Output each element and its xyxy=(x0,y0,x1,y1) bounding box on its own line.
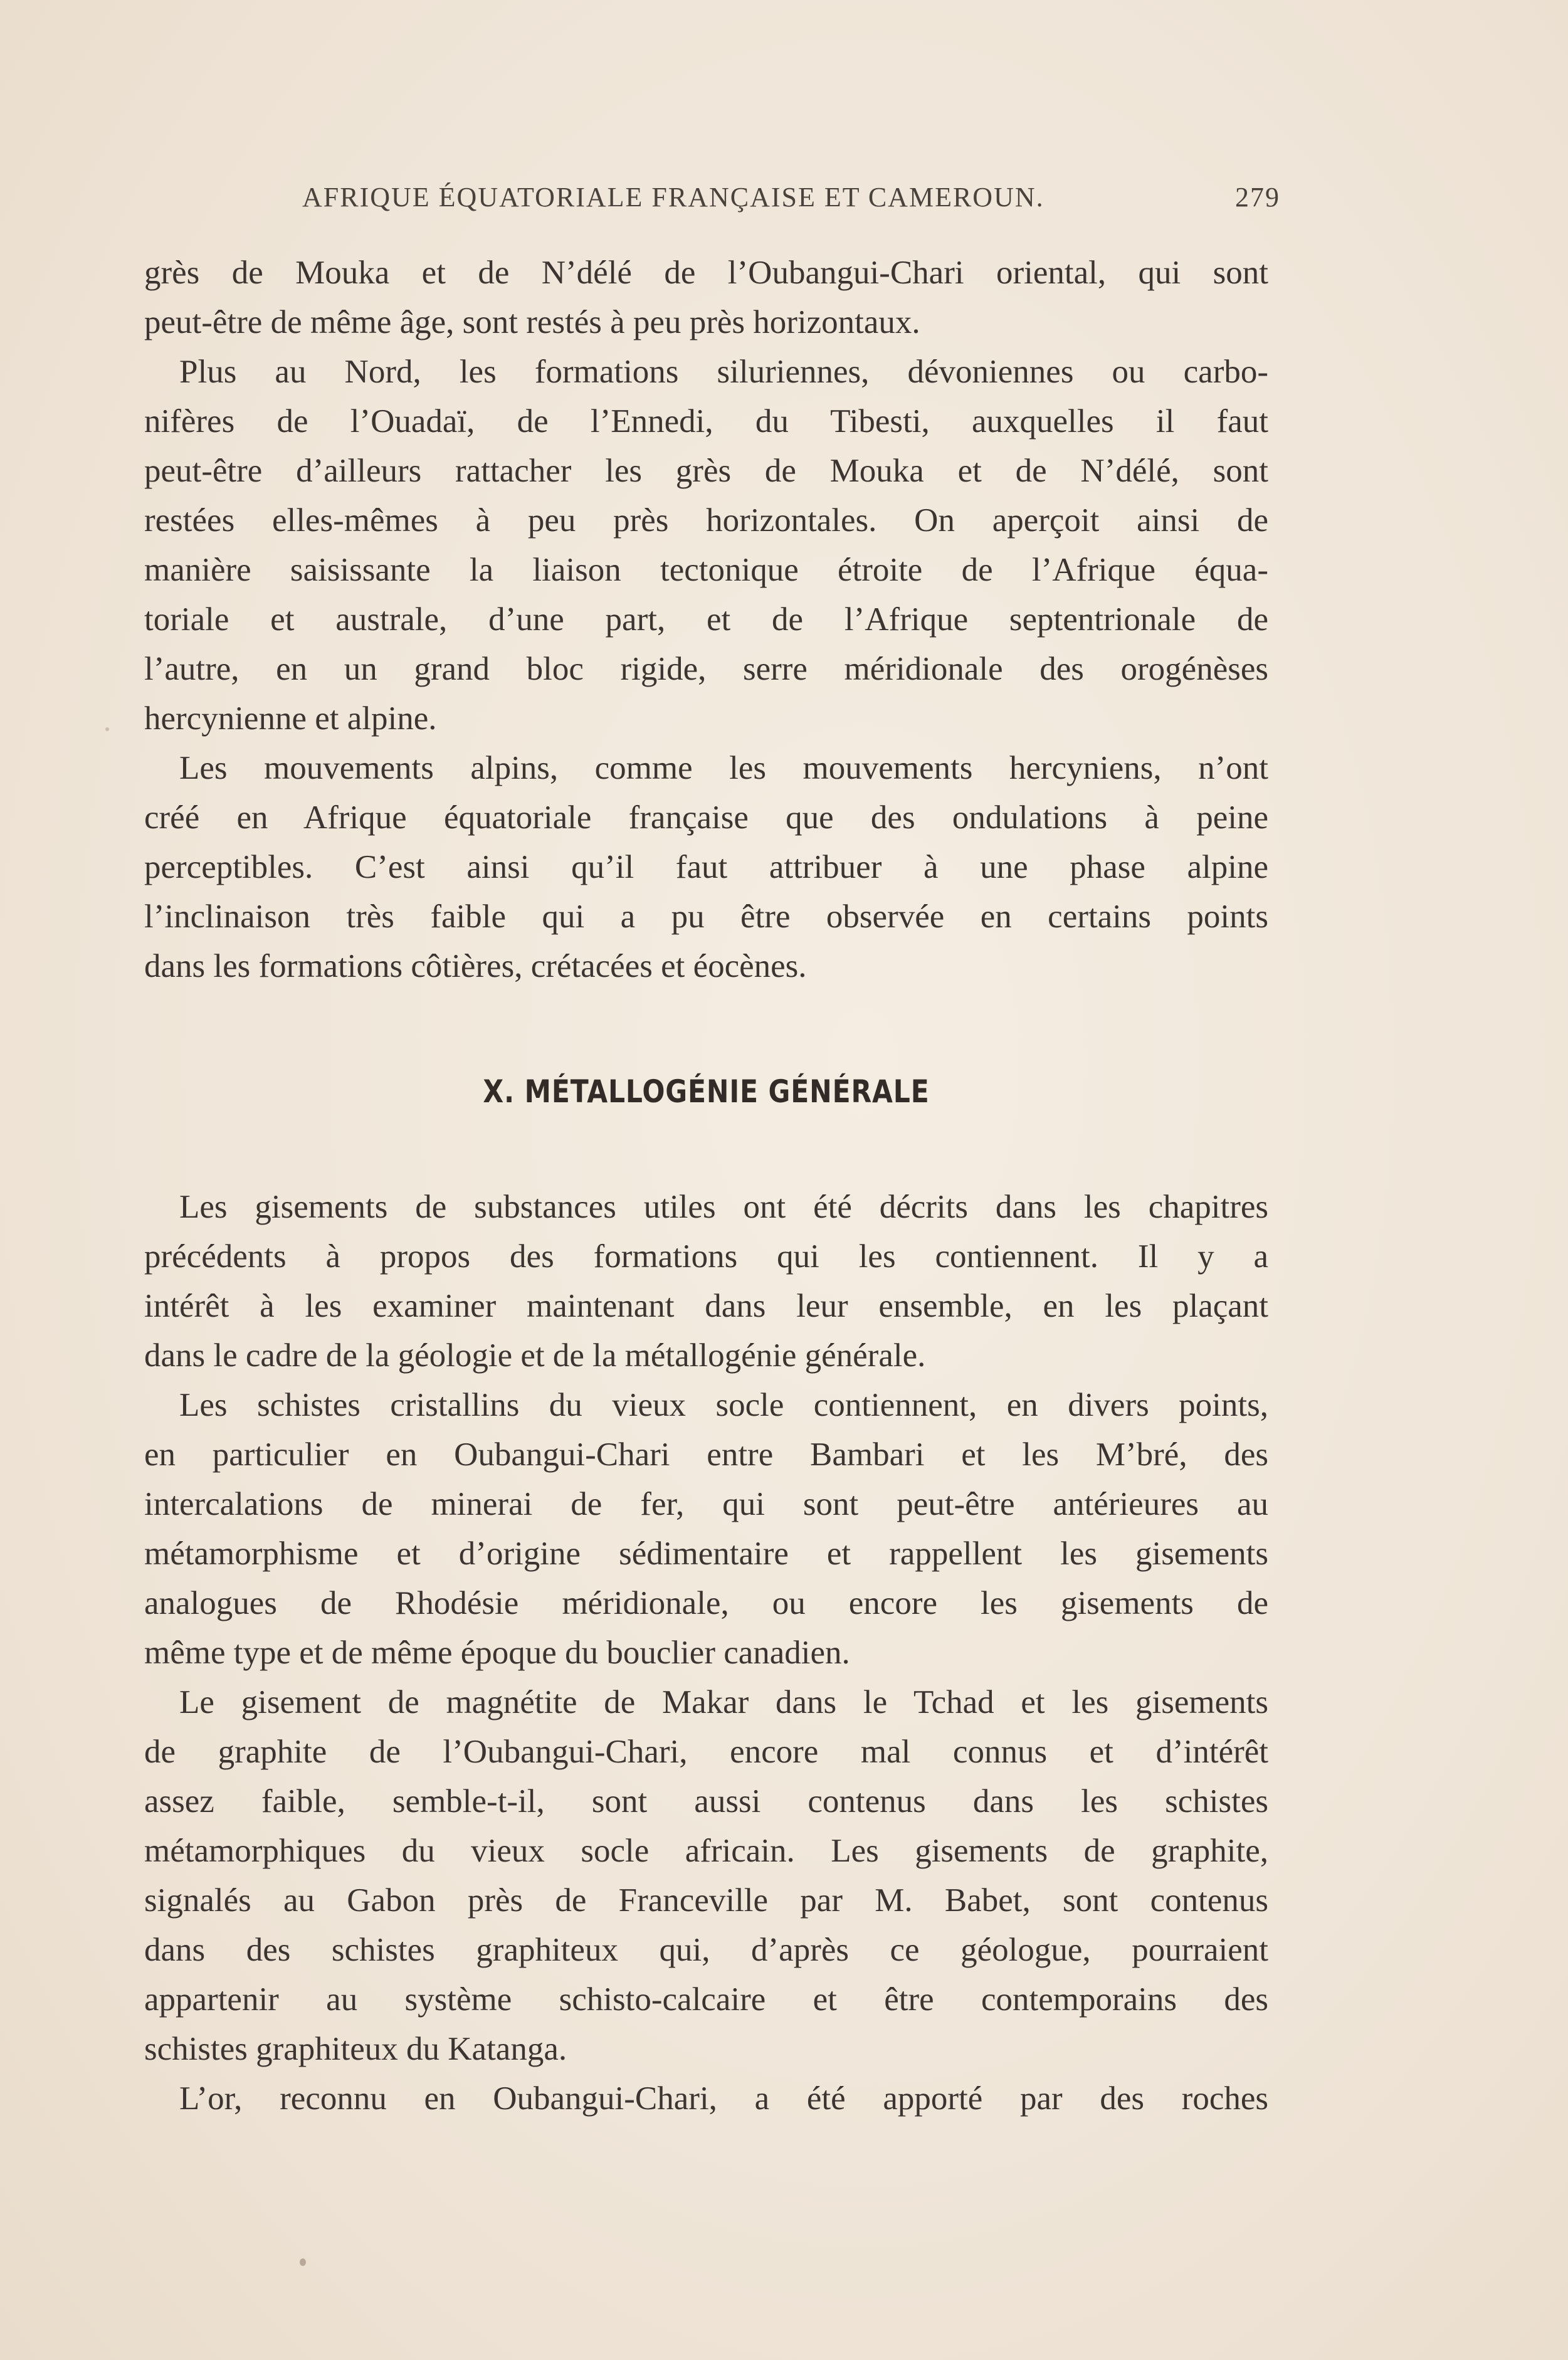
text-line: l’inclinaison très faible qui a pu être observée en certains points xyxy=(144,898,1268,935)
text-line: analogues de Rhodésie méridionale, ou encore les gisements de xyxy=(144,1585,1268,1621)
text-line: hercynienne et alpine. xyxy=(144,700,437,737)
text-line: L’or, reconnu en Oubangui-Chari, a été apporté par des roches xyxy=(179,2080,1268,2117)
text-line: l’autre, en un grand bloc rigide, serre méridionale des orogénèses xyxy=(144,651,1268,687)
page-number: 279 xyxy=(1235,182,1280,213)
text-line: perceptibles. C’est ainsi qu’il faut attribuer à une phase alpine xyxy=(144,849,1268,885)
text-line: intérêt à les examiner maintenant dans leur ensemble, en les plaçant xyxy=(144,1288,1268,1324)
text-line: grès de Mouka et de N’délé de l’Oubangui-Chari oriental, qui sont xyxy=(144,255,1268,291)
text-line: Plus au Nord, les formations siluriennes, dévoniennes ou carbo- xyxy=(179,354,1268,390)
body-text-bottom xyxy=(144,1183,1268,2124)
text-line: manière saisissante la liaison tectonique étroite de l’Afrique équa- xyxy=(144,552,1268,588)
text-line: Les schistes cristallins du vieux socle contiennent, en divers points, xyxy=(179,1387,1268,1423)
text-line: schistes graphiteux du Katanga. xyxy=(144,2031,567,2067)
text-line: même type et de même époque du bouclier canadien. xyxy=(144,1635,850,1671)
section-title: X. MÉTALLOGÉNIE GÉNÉRALE xyxy=(483,1073,930,1110)
text-line: peut-être d’ailleurs rattacher les grès de Mouka et de N’délé, sont xyxy=(144,453,1268,489)
text-line: précédents à propos des formations qui les contiennent. Il y a xyxy=(144,1238,1268,1275)
paper-speck xyxy=(105,727,109,731)
text-line: restées elles-mêmes à peu près horizontales. On aperçoit ainsi de xyxy=(144,502,1268,539)
text-line: intercalations de minerai de fer, qui sont peut-être antérieures au xyxy=(144,1486,1268,1522)
body-text-top xyxy=(144,248,1268,991)
text-line: dans des schistes graphiteux qui, d’après ce géologue, pourraient xyxy=(144,1932,1268,1968)
text-line: nifères de l’Ouadaï, de l’Ennedi, du Tibesti, auxquelles il faut xyxy=(144,403,1268,440)
text-line: appartenir au système schisto-calcaire et être contemporains des xyxy=(144,1981,1268,2018)
header-title: AFRIQUE ÉQUATORIALE FRANÇAISE ET CAMEROUN. xyxy=(302,182,1044,213)
running-header xyxy=(302,177,1280,221)
text-line: créé en Afrique équatoriale française que des ondulations à peine xyxy=(144,799,1268,836)
text-line: signalés au Gabon près de Franceville par M. Babet, sont contenus xyxy=(144,1882,1268,1919)
text-line: métamorphisme et d’origine sédimentaire et rappellent les gisements xyxy=(144,1536,1268,1572)
text-line: assez faible, semble-t-il, sont aussi contenus dans les schistes xyxy=(144,1783,1268,1820)
text-line: Les gisements de substances utiles ont été décrits dans les chapitres xyxy=(179,1189,1268,1225)
text-line: dans le cadre de la géologie et de la métallogénie générale. xyxy=(144,1337,926,1374)
text-line: de graphite de l’Oubangui-Chari, encore mal connus et d’intérêt xyxy=(144,1734,1268,1770)
text-line: en particulier en Oubangui-Chari entre Bambari et les M’bré, des xyxy=(144,1436,1268,1473)
text-line: dans les formations côtières, crétacées et éocènes. xyxy=(144,948,807,984)
text-line: toriale et australe, d’une part, et de l’Afrique septentrionale de xyxy=(144,601,1268,638)
text-line: métamorphiques du vieux socle africain. Les gisements de graphite, xyxy=(144,1833,1268,1869)
paper-speck xyxy=(300,2258,306,2266)
text-line: Le gisement de magnétite de Makar dans le Tchad et les gisements xyxy=(179,1684,1268,1720)
text-line: Les mouvements alpins, comme les mouvements hercyniens, n’ont xyxy=(179,750,1268,786)
text-line: peut-être de même âge, sont restés à peu près horizontaux. xyxy=(144,304,920,340)
